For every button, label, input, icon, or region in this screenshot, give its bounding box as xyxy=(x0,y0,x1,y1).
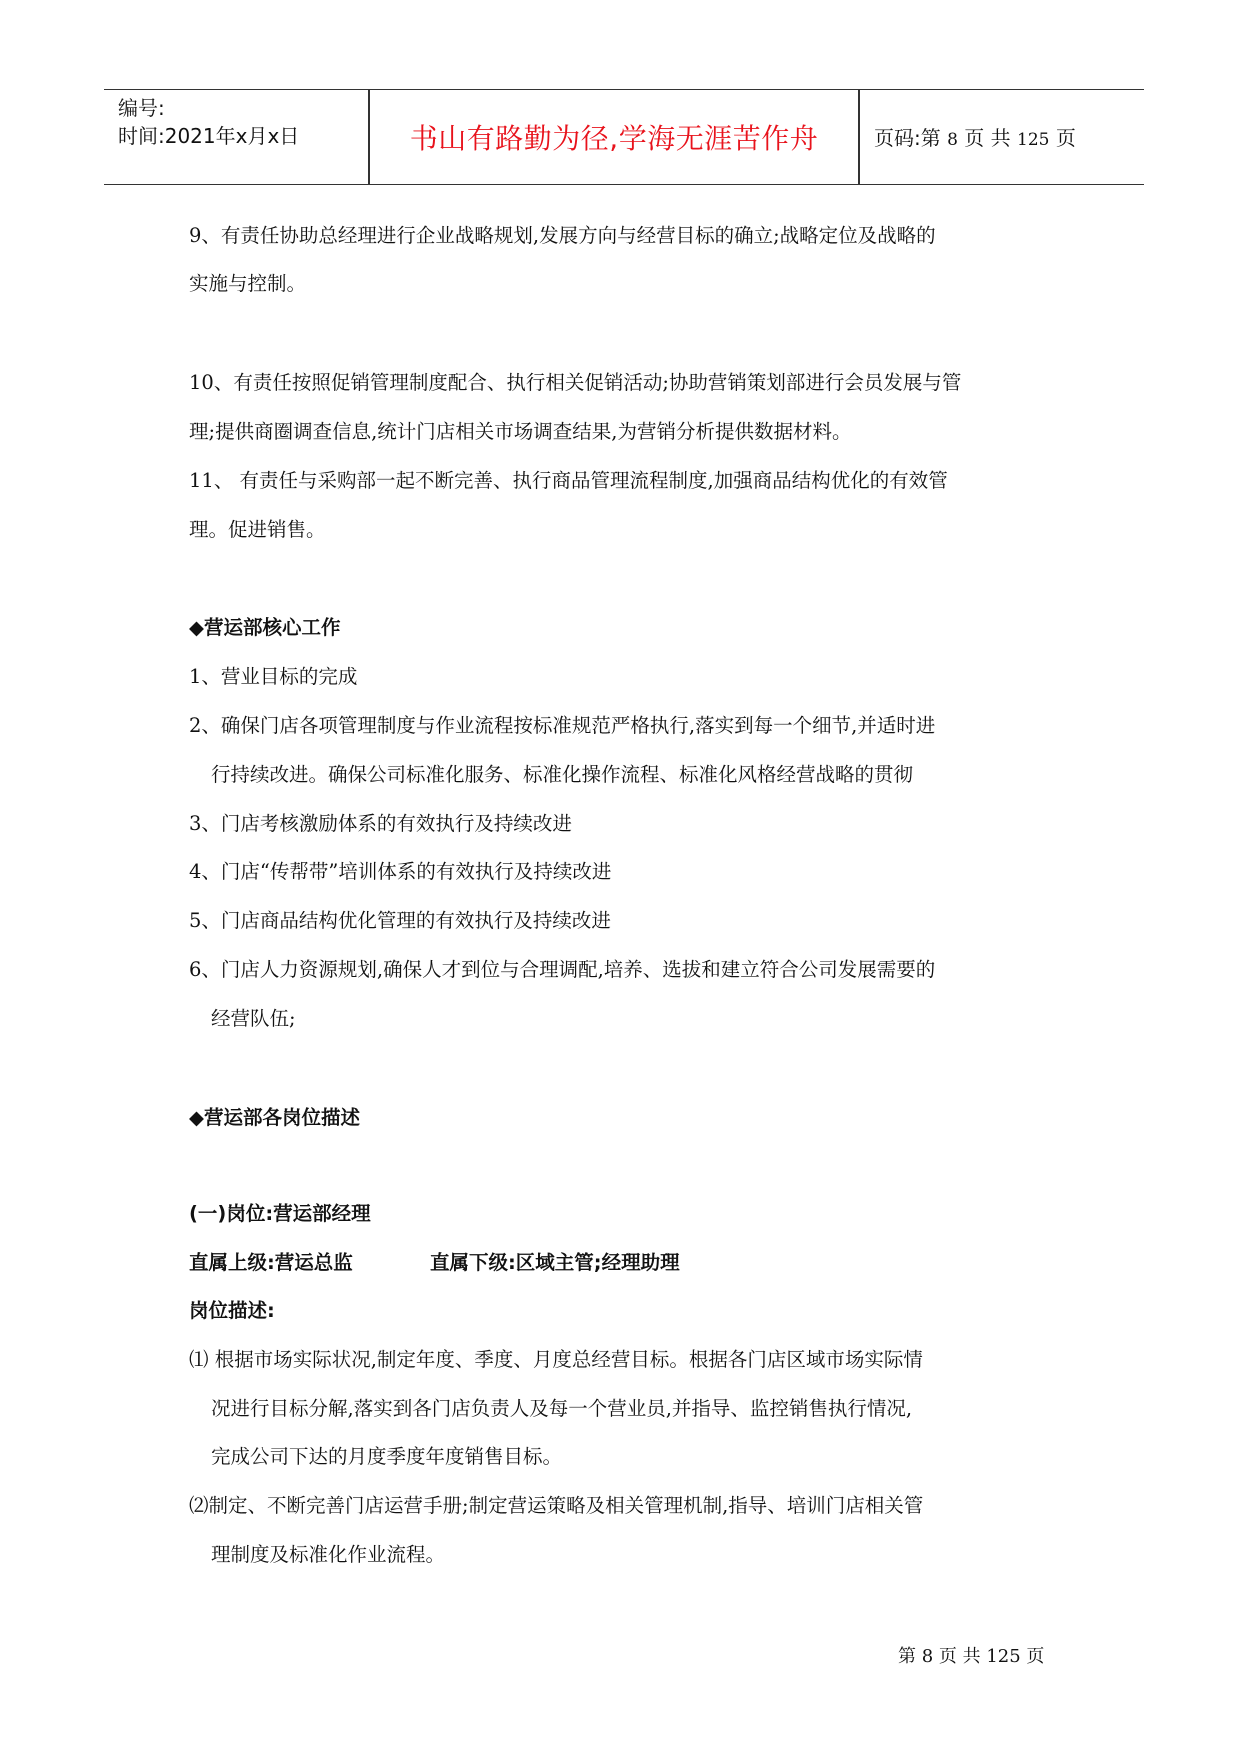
header-slogan: 书山有路勤为径,学海无涯苦作舟 xyxy=(409,122,819,155)
desc-item-2-line1: ⑵制定、不断完善门店运营手册;制定营运策略及相关管理机制,指导、培训门店相关管 xyxy=(189,1494,924,1517)
core-item-4: 4、门店“传帮带”培训体系的有效执行及持续改进 xyxy=(189,860,612,883)
core-item-1: 1、营业目标的完成 xyxy=(189,665,358,688)
page-mid: 页 共 xyxy=(964,126,1011,150)
desc-item-1-line1: ⑴ 根据市场实际状况,制定年度、季度、月度总经营目标。根据各门店区域市场实际情 xyxy=(189,1348,923,1371)
core-item-2-line1: 2、确保门店各项管理制度与作业流程按标准规范严格执行,落实到每一个细节,并适时进 xyxy=(189,714,936,737)
item9-line1: 9、有责任协助总经理进行企业战略规划,发展方向与经营目标的确立;战略定位及战略的 xyxy=(189,224,936,247)
document-number-label: 编号: xyxy=(118,96,165,120)
item10-line1: 10、有责任按照促销管理制度配合、执行相关促销活动;协助营销策划部进行会员发展与管 xyxy=(189,371,962,394)
section-core-work-title: ◆营运部核心工作 xyxy=(189,616,341,639)
item9-line2: 实施与控制。 xyxy=(189,272,307,295)
core-item-6-line1: 6、门店人力资源规划,确保人才到位与合理调配,培养、选拔和建立符合公司发展需要的 xyxy=(189,958,936,981)
item10-line2: 理;提供商圈调查信息,统计门店相关市场调查结果,为营销分析提供数据材料。 xyxy=(189,420,852,443)
page-footer: 第 8 页 共 125 页 xyxy=(898,1646,1045,1667)
page-current: 8 xyxy=(947,130,958,150)
item11-line1: 11、 有责任与采购部一起不断完善、执行商品管理流程制度,加强商品结构优化的有效管 xyxy=(189,469,948,492)
post-description-label: 岗位描述: xyxy=(189,1299,275,1322)
header-page-info xyxy=(874,122,1076,151)
core-item-5: 5、门店商品结构优化管理的有效执行及持续改进 xyxy=(189,909,611,932)
header-meta xyxy=(118,94,299,150)
page-total: 125 xyxy=(1017,130,1050,150)
document-time: 时间:2021年x月x日 xyxy=(118,124,300,148)
post-title: (一)岗位:营运部经理 xyxy=(189,1202,371,1225)
page-prefix: 页码:第 xyxy=(874,126,941,150)
page-suffix: 页 xyxy=(1055,126,1076,150)
desc-item-2-line2: 理制度及标准化作业流程。 xyxy=(211,1543,446,1566)
direct-superior: 直属上级:营运总监 xyxy=(189,1251,353,1274)
header-divider-right xyxy=(858,90,860,184)
core-item-2-line2: 行持续改进。确保公司标准化服务、标准化操作流程、标准化风格经营战略的贯彻 xyxy=(211,763,914,786)
core-item-3: 3、门店考核激励体系的有效执行及持续改进 xyxy=(189,812,572,835)
core-item-6-line2: 经营队伍; xyxy=(211,1007,296,1030)
desc-item-1-line2: 况进行目标分解,落实到各门店负责人及每一个营业员,并指导、监控销售执行情况, xyxy=(211,1397,913,1420)
section-post-description-title: ◆营运部各岗位描述 xyxy=(189,1106,360,1129)
item11-line2: 理。促进销售。 xyxy=(189,518,326,541)
direct-subordinate: 直属下级:区域主管;经理助理 xyxy=(430,1251,680,1274)
page-header xyxy=(104,89,1144,185)
desc-item-1-line3: 完成公司下达的月度季度年度销售目标。 xyxy=(211,1445,563,1468)
